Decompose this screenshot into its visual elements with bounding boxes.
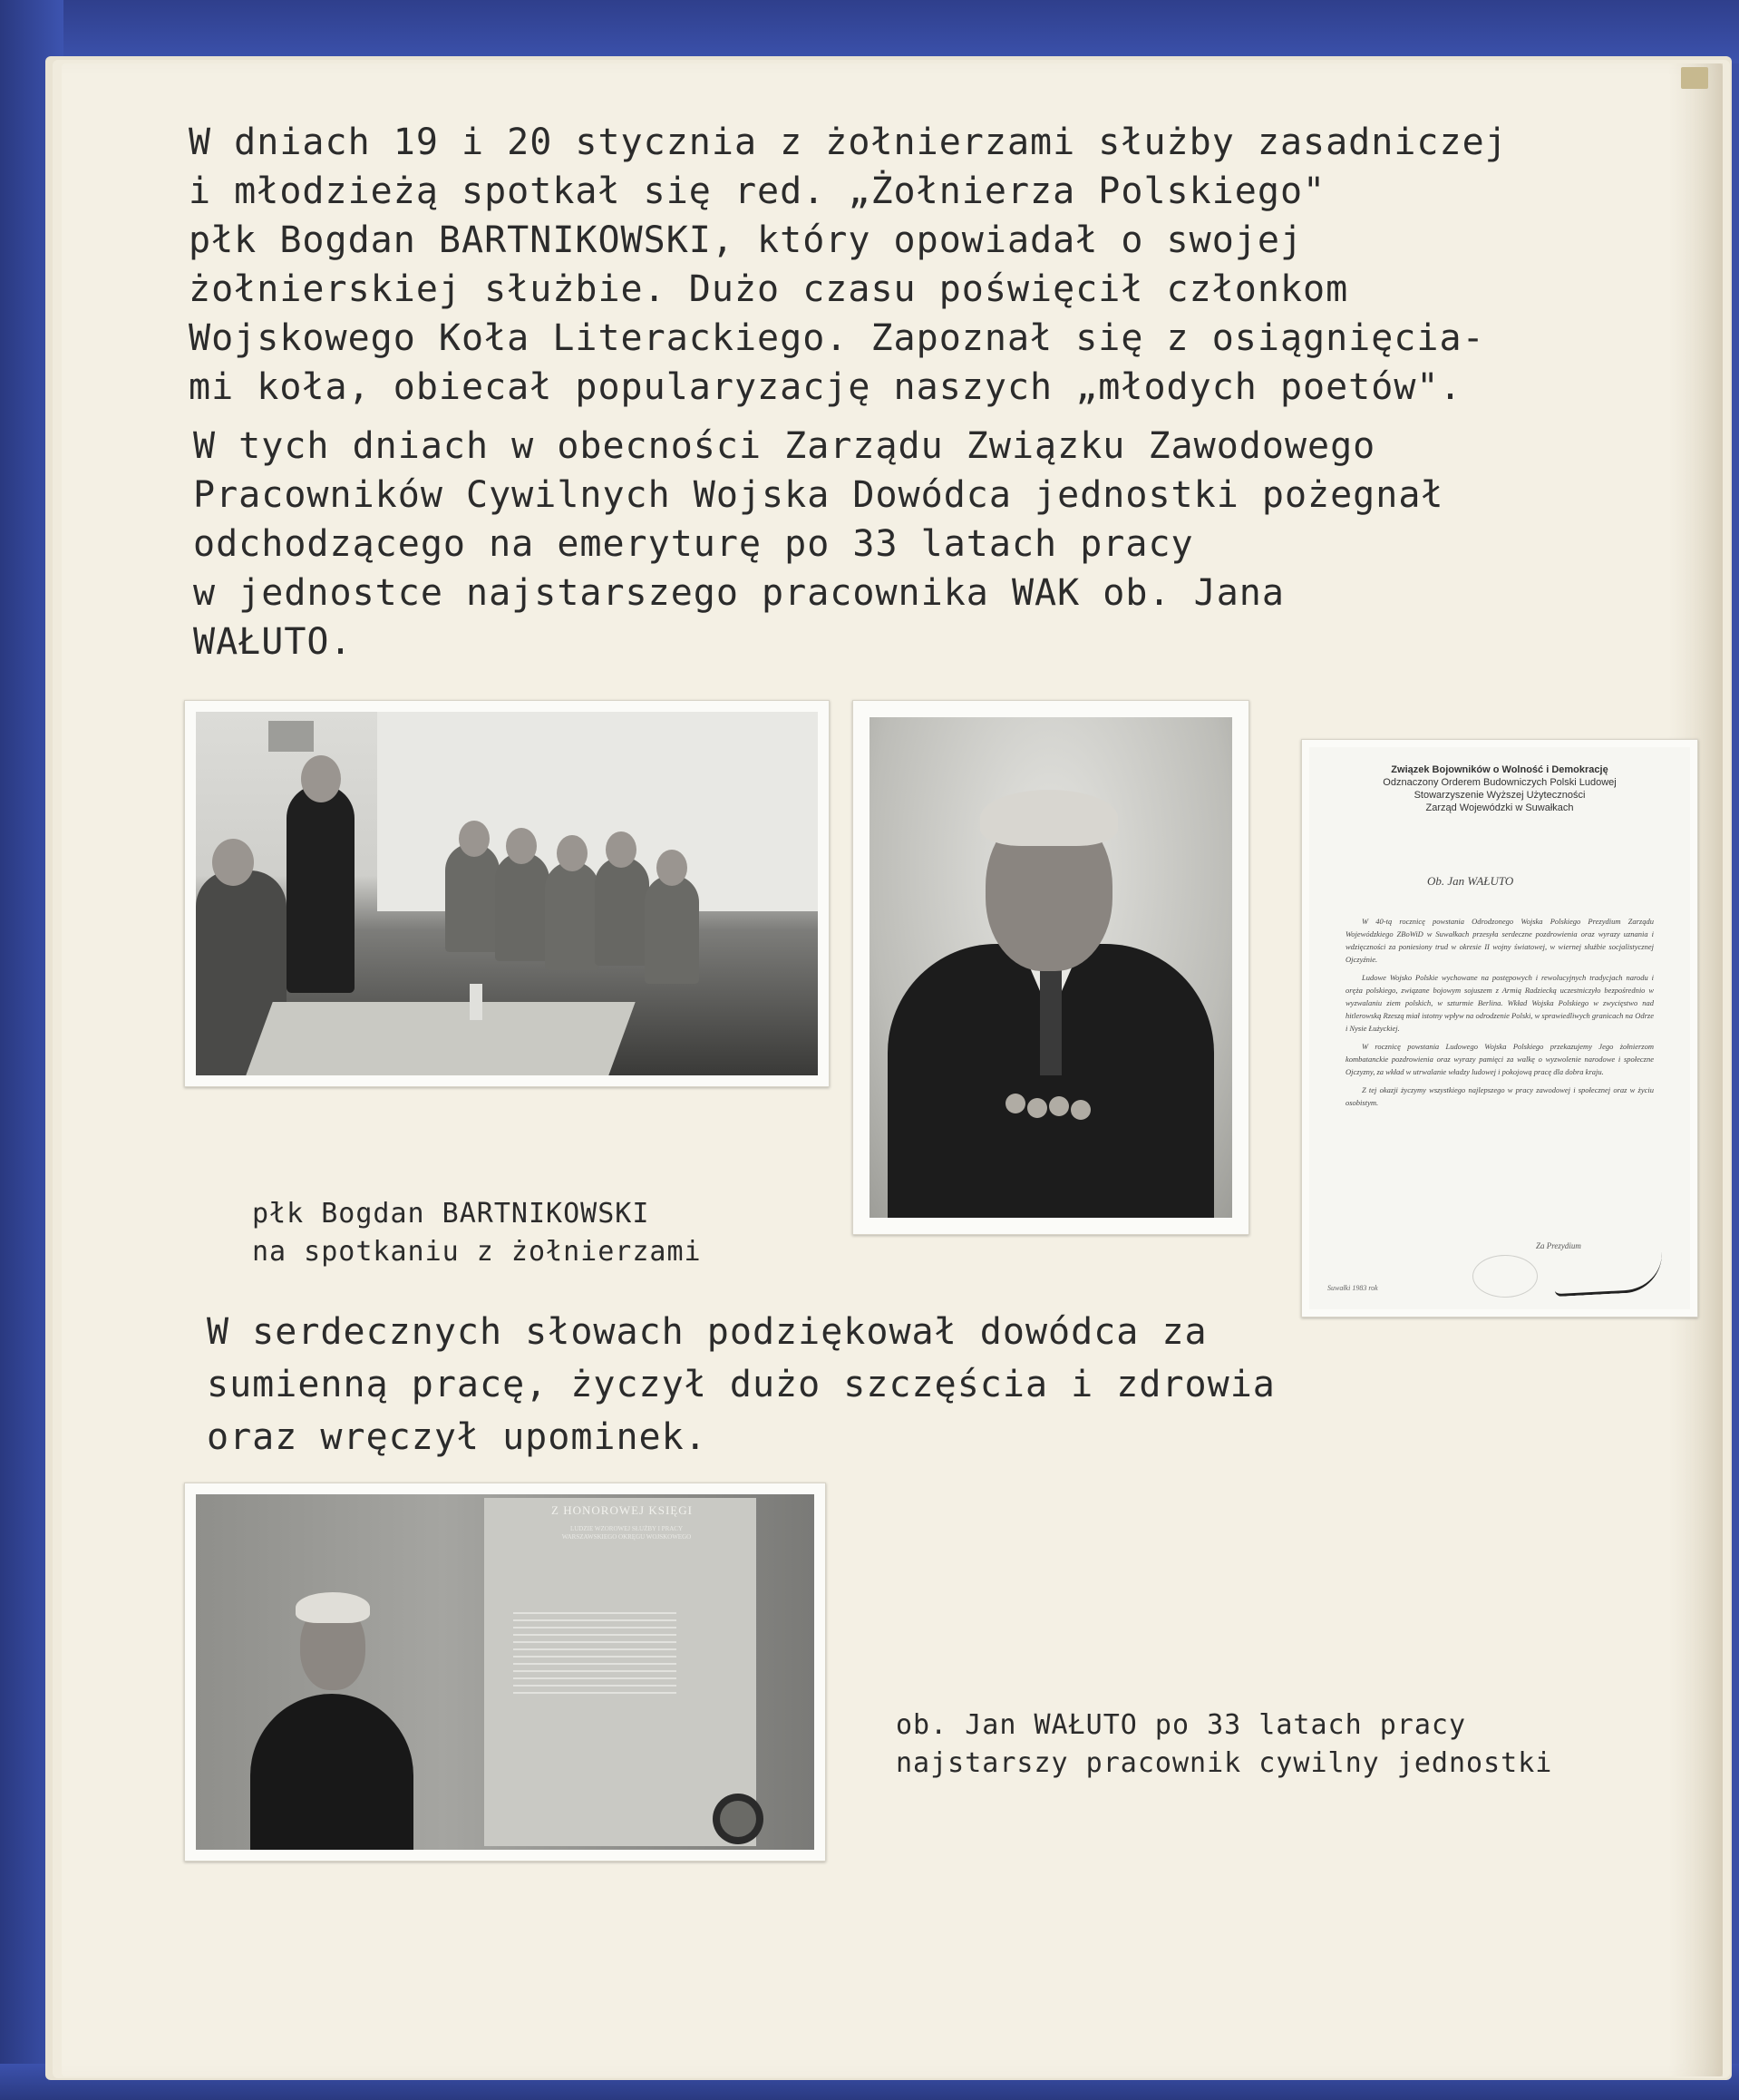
photo-image: [196, 1494, 814, 1850]
photo-honorary-book: [184, 1483, 826, 1862]
book-text-lines: [513, 1612, 676, 1775]
letter-place-date: Suwałki 1983 rok: [1327, 1284, 1378, 1292]
text-line: WAŁUTO.: [193, 621, 353, 663]
text-line: W dniach 19 i 20 stycznia z żołnierzami służby zasadniczej: [189, 122, 1508, 163]
caption-line: na spotkaniu z żołnierzami: [252, 1236, 702, 1268]
medal: [1027, 1098, 1047, 1118]
text-line: mi koła, obiecał popularyzację naszych „młodych poetów".: [189, 366, 1462, 408]
album-cover-top: [0, 0, 1739, 63]
bottle: [470, 984, 482, 1020]
text-line: sumienną pracę, życzył dużo szczęścia i zdrowia: [207, 1364, 1276, 1405]
soldier: [645, 875, 699, 984]
head: [656, 850, 687, 886]
medal: [1006, 1094, 1025, 1113]
head: [301, 755, 341, 802]
letter-addressee: Ob. Jan WAŁUTO: [1427, 874, 1514, 888]
medal: [1071, 1100, 1091, 1120]
head: [212, 839, 254, 886]
book-subtitle-line: LUDZIE WZOROWEJ SŁUŻBY I PRACY: [569, 1525, 684, 1532]
photo-portrait-walu: [852, 700, 1249, 1235]
hair: [980, 790, 1118, 846]
photo-congratulatory-letter: [1301, 739, 1698, 1317]
suit: [250, 1694, 413, 1850]
corner-tab: [1681, 67, 1708, 89]
letter-signature-label: Za Prezydium: [1536, 1241, 1581, 1250]
text-line: oraz wręczył upominek.: [207, 1416, 707, 1458]
paragraph-farewell: [193, 422, 1444, 666]
medal: [1049, 1096, 1069, 1116]
caption-line: ob. Jan WAŁUTO po 33 latach pracy: [896, 1709, 1467, 1741]
letter-paragraph: Z tej okazji życzymy wszystkiego najlepszego w pracy zawodowej i społecznej oraz w życiu osobistym.: [1346, 1085, 1654, 1107]
soldier: [545, 861, 599, 970]
standing-figure: [287, 784, 355, 993]
letter-sheet: [1309, 747, 1690, 1309]
book-title: Z HONOROWEJ KSIĘGI: [551, 1503, 693, 1517]
text-line: Wojskowego Koła Literackiego. Zapoznał się z osiągnięcia-: [189, 317, 1485, 359]
soldier: [595, 857, 649, 966]
text-line: W tych dniach w obecności Zarządu Związku Zawodowego: [193, 425, 1376, 467]
letter-paragraph: Ludowe Wojsko Polskie wychowane na postępowych i rewolucyjnych tradycjach narodu i oręża polskiego, związane bojowym sojuszem z Armią Radziecką uczestniczyło bezpośrednio w wyzwalaniu ziem polskich, w szturmie Berlina. Wkład Wojska Polskiego w zwycięstwo nad hitlerowską Rzeszą miał istotny wpływ na odrodzenie Polski, w sprawiedliwych granicach na Odrze i Nysie Łużyckiej.: [1346, 973, 1654, 1033]
tie: [1040, 967, 1062, 1075]
stamp: [1472, 1255, 1538, 1298]
hair: [296, 1592, 370, 1623]
letter-header-line: Zarząd Wojewódzki w Suwałkach: [1425, 802, 1574, 813]
soldier: [495, 852, 549, 961]
text-line: i młodzieżą spotkał się red. „Żołnierza Polskiego": [189, 170, 1326, 212]
photo-image: [870, 717, 1232, 1218]
head: [459, 821, 490, 857]
letter-header: [1327, 763, 1672, 814]
wall-fixture: [268, 721, 314, 752]
book-subtitle: [513, 1525, 740, 1541]
soldier: [445, 843, 500, 952]
album-page: [62, 63, 1723, 2076]
photo-image: [196, 712, 818, 1075]
letter-header-line: Odznaczony Orderem Budowniczych Polski Ludowej: [1383, 777, 1617, 788]
table: [246, 1002, 635, 1075]
text-line: odchodzącego na emeryturę po 33 latach pracy: [193, 523, 1194, 565]
text-line: Pracowników Cywilnych Wojska Dowódca jednostki pożegnał: [193, 474, 1444, 516]
text-line: żołnierskiej służbie. Dużo czasu poświęcił członkom: [189, 268, 1349, 310]
text-line: W serdecznych słowach podziękował dowódca za: [207, 1311, 1208, 1353]
letter-paragraph: W 40-tą rocznicę powstania Odrodzonego Wojska Polskiego Prezydium Zarządu Wojewódzkiego ZBoWiD w Suwałkach przesyła serdeczne pozdrowienia oraz wyrazy uznania i wdzięczności za poniesiony trud w okresie II wojny światowej, w wiernej służbie socjalistycznej Ojczyźnie.: [1346, 917, 1654, 964]
text-line: w jednostce najstarszego pracownika WAK ob. Jana: [193, 572, 1285, 614]
caption-walu: [896, 1706, 1552, 1783]
paragraph-meeting: [189, 118, 1508, 412]
photo-meeting-soldiers: [184, 700, 830, 1087]
letter-paragraph: W rocznicę powstania Ludowego Wojska Polskiego przekazujemy Jego żołnierzom kombatanckie pozdrowienia oraz wyrazy pamięci za walkę o wyzwolenie narodowe i społeczne Ojczyzny, za wkład w utrwalanie władzy ludowej i pokojową pracę dla dobra kraju.: [1346, 1042, 1654, 1076]
letter-body: [1346, 915, 1654, 1114]
book-subtitle-line: WARSZAWSKIEGO OKRĘGU WOJSKOWEGO: [561, 1533, 692, 1541]
seal-center: [720, 1801, 756, 1837]
head: [506, 828, 537, 864]
paragraph-thanks: [207, 1306, 1276, 1463]
caption-line: najstarszy pracownik cywilny jednostki: [896, 1747, 1553, 1779]
letter-header-line: Związek Bojowników o Wolność i Demokrację: [1391, 764, 1608, 775]
letter-header-line: Stowarzyszenie Wyższej Użyteczności: [1414, 790, 1586, 801]
signature: [1553, 1252, 1664, 1297]
head: [557, 835, 588, 871]
caption-line: płk Bogdan BARTNIKOWSKI: [252, 1198, 650, 1230]
caption-meeting: [252, 1195, 702, 1271]
text-line: płk Bogdan BARTNIKOWSKI, który opowiadał o swojej: [189, 219, 1304, 261]
seal: [713, 1794, 763, 1844]
head: [606, 831, 636, 868]
